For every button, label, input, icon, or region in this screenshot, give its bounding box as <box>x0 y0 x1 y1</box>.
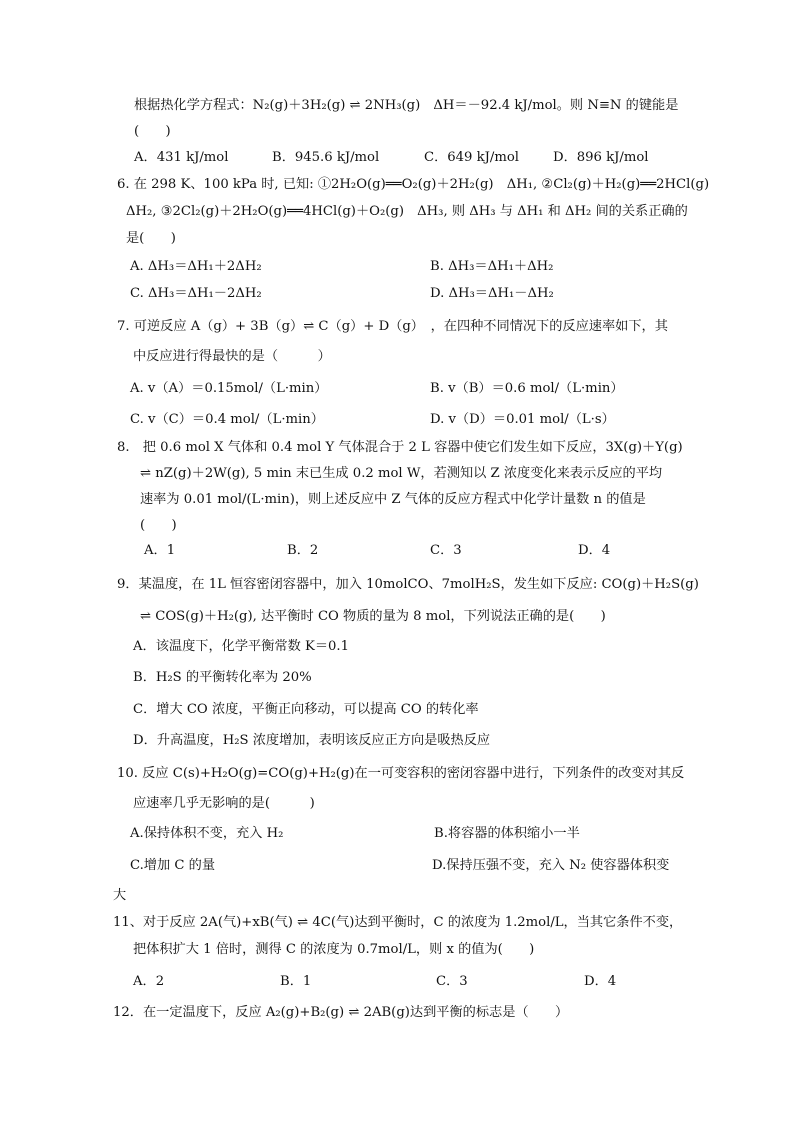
q7-option-b: B. v（B）＝0.6 mol/（L·min） <box>430 381 624 396</box>
q8-option-d: D．4 <box>578 543 611 558</box>
q7-option-a: A. v（A）＝0.15mol/（L·min） <box>130 381 328 396</box>
q6-line3: 是( ) <box>126 231 176 246</box>
q8-line2: ⇌ nZ(g)＋2W(g), 5 min 末已生成 0.2 mol W，若测知以 Z 浓度变化来表示反应的平均 <box>140 466 663 481</box>
q10-option-b: B.将容器的体积缩小一半 <box>434 826 580 841</box>
q10-line1: 10. 反应 C(s)+H₂O(g)=CO(g)+H₂(g)在一可变容积的密闭容器中进行，下列条件的改变对其反 <box>117 766 685 781</box>
q7-option-d: D. v（D）＝0.01 mol/（L·s） <box>430 412 615 427</box>
q9-option-d: D．升高温度，H₂S 浓度增加，表明该反应正方向是吸热反应 <box>133 733 491 748</box>
q11-option-a: A．2 <box>133 974 165 989</box>
q10-option-d: D.保持压强不变，充入 N₂ 使容器体积变 <box>432 858 670 873</box>
q10-option-c: C.增加 C 的量 <box>130 858 216 873</box>
q8-option-a: A．1 <box>144 543 176 558</box>
q9-line1: 9．某温度，在 1L 恒容密闭容器中，加入 10molCO、7molH₂S，发生如下反应: CO(g)＋H₂S(g) <box>117 577 699 592</box>
q9-line2: ⇌ COS(g)＋H₂(g), 达平衡时 CO 物质的量为 8 mol，下列说法正确的是( ) <box>140 609 606 624</box>
q9-option-b: B．H₂S 的平衡转化率为 20% <box>133 670 312 685</box>
q-top-option-a: A．431 kJ/mol <box>134 150 229 165</box>
q8-option-c: C．3 <box>430 543 462 558</box>
q7-option-c: C. v（C）＝0.4 mol/（L·min） <box>130 412 324 427</box>
q6-option-c: C. ΔH₃＝ΔH₁－2ΔH₂ <box>130 286 262 301</box>
q-top-line2: ( ) <box>134 124 171 139</box>
q11-option-d: D．4 <box>584 974 617 989</box>
q-top-line1: 根据热化学方程式：N₂(g)＋3H₂(g) ⇌ 2NH₃(g) ΔH＝－92.4 kJ/mol。则 N≡N 的键能是 <box>134 98 679 113</box>
q11-line1: 11、对于反应 2A(气)+xB(气) ⇌ 4C(气)达到平衡时，C 的浓度为 1.2mol/L，当其它条件不变， <box>113 915 683 930</box>
q8-line3: 速率为 0.01 mol/(L·min)，则上述反应中 Z 气体的反应方程式中化学计量数 n 的值是 <box>140 492 646 507</box>
q11-option-b: B．1 <box>280 974 312 989</box>
q10-option-a: A.保持体积不变，充入 H₂ <box>130 826 284 841</box>
q-top-option-c: C．649 kJ/mol <box>424 150 520 165</box>
q10-option-d-wrap: 大 <box>113 888 127 903</box>
q8-line1: 8. 把 0.6 mol X 气体和 0.4 mol Y 气体混合于 2 L 容器中使它们发生如下反应，3X(g)＋Y(g) <box>117 440 683 455</box>
q9-option-a: A．该温度下，化学平衡常数 K＝0.1 <box>133 639 349 654</box>
q11-line2: 把体积扩大 1 倍时，测得 C 的浓度为 0.7mol/L，则 x 的值为( ) <box>133 942 535 957</box>
q-top-option-d: D．896 kJ/mol <box>553 150 649 165</box>
q10-line2: 应速率几乎无影响的是( ) <box>133 796 315 811</box>
q8-line4: ( ) <box>140 518 177 533</box>
q8-option-b: B．2 <box>287 543 319 558</box>
q6-line1: 6. 在 298 K、100 kPa 时, 已知: ①2H₂O(g)══O₂(g)＋2H₂(g) ΔH₁, ②Cl₂(g)＋H₂(g)══2HCl(g) <box>117 177 710 192</box>
q6-line2: ΔH₂, ③2Cl₂(g)＋2H₂O(g)══4HCl(g)＋O₂(g) ΔH₃, 则 ΔH₃ 与 ΔH₁ 和 ΔH₂ 间的关系正确的 <box>126 204 688 219</box>
q6-option-a: A. ΔH₃＝ΔH₁＋2ΔH₂ <box>130 259 262 274</box>
q-top-option-b: B．945.6 kJ/mol <box>272 150 380 165</box>
q11-option-c: C．3 <box>436 974 468 989</box>
q6-option-d: D. ΔH₃＝ΔH₁－ΔH₂ <box>430 286 554 301</box>
q12-line1: 12．在一定温度下，反应 A₂(g)+B₂(g) ⇌ 2AB(g)达到平衡的标志是（ ） <box>113 1005 569 1020</box>
q7-line1: 7. 可逆反应 A（g）+ 3B（g）⇌ C（g）+ D（g） ，在四种不同情况下的反应速率如下，其 <box>117 319 668 334</box>
q6-option-b: B. ΔH₃＝ΔH₁＋ΔH₂ <box>430 259 554 274</box>
q9-option-c: C．增大 CO 浓度，平衡正向移动，可以提高 CO 的转化率 <box>133 702 479 717</box>
q7-line2: 中反应进行得最快的是（ ） <box>133 349 331 364</box>
